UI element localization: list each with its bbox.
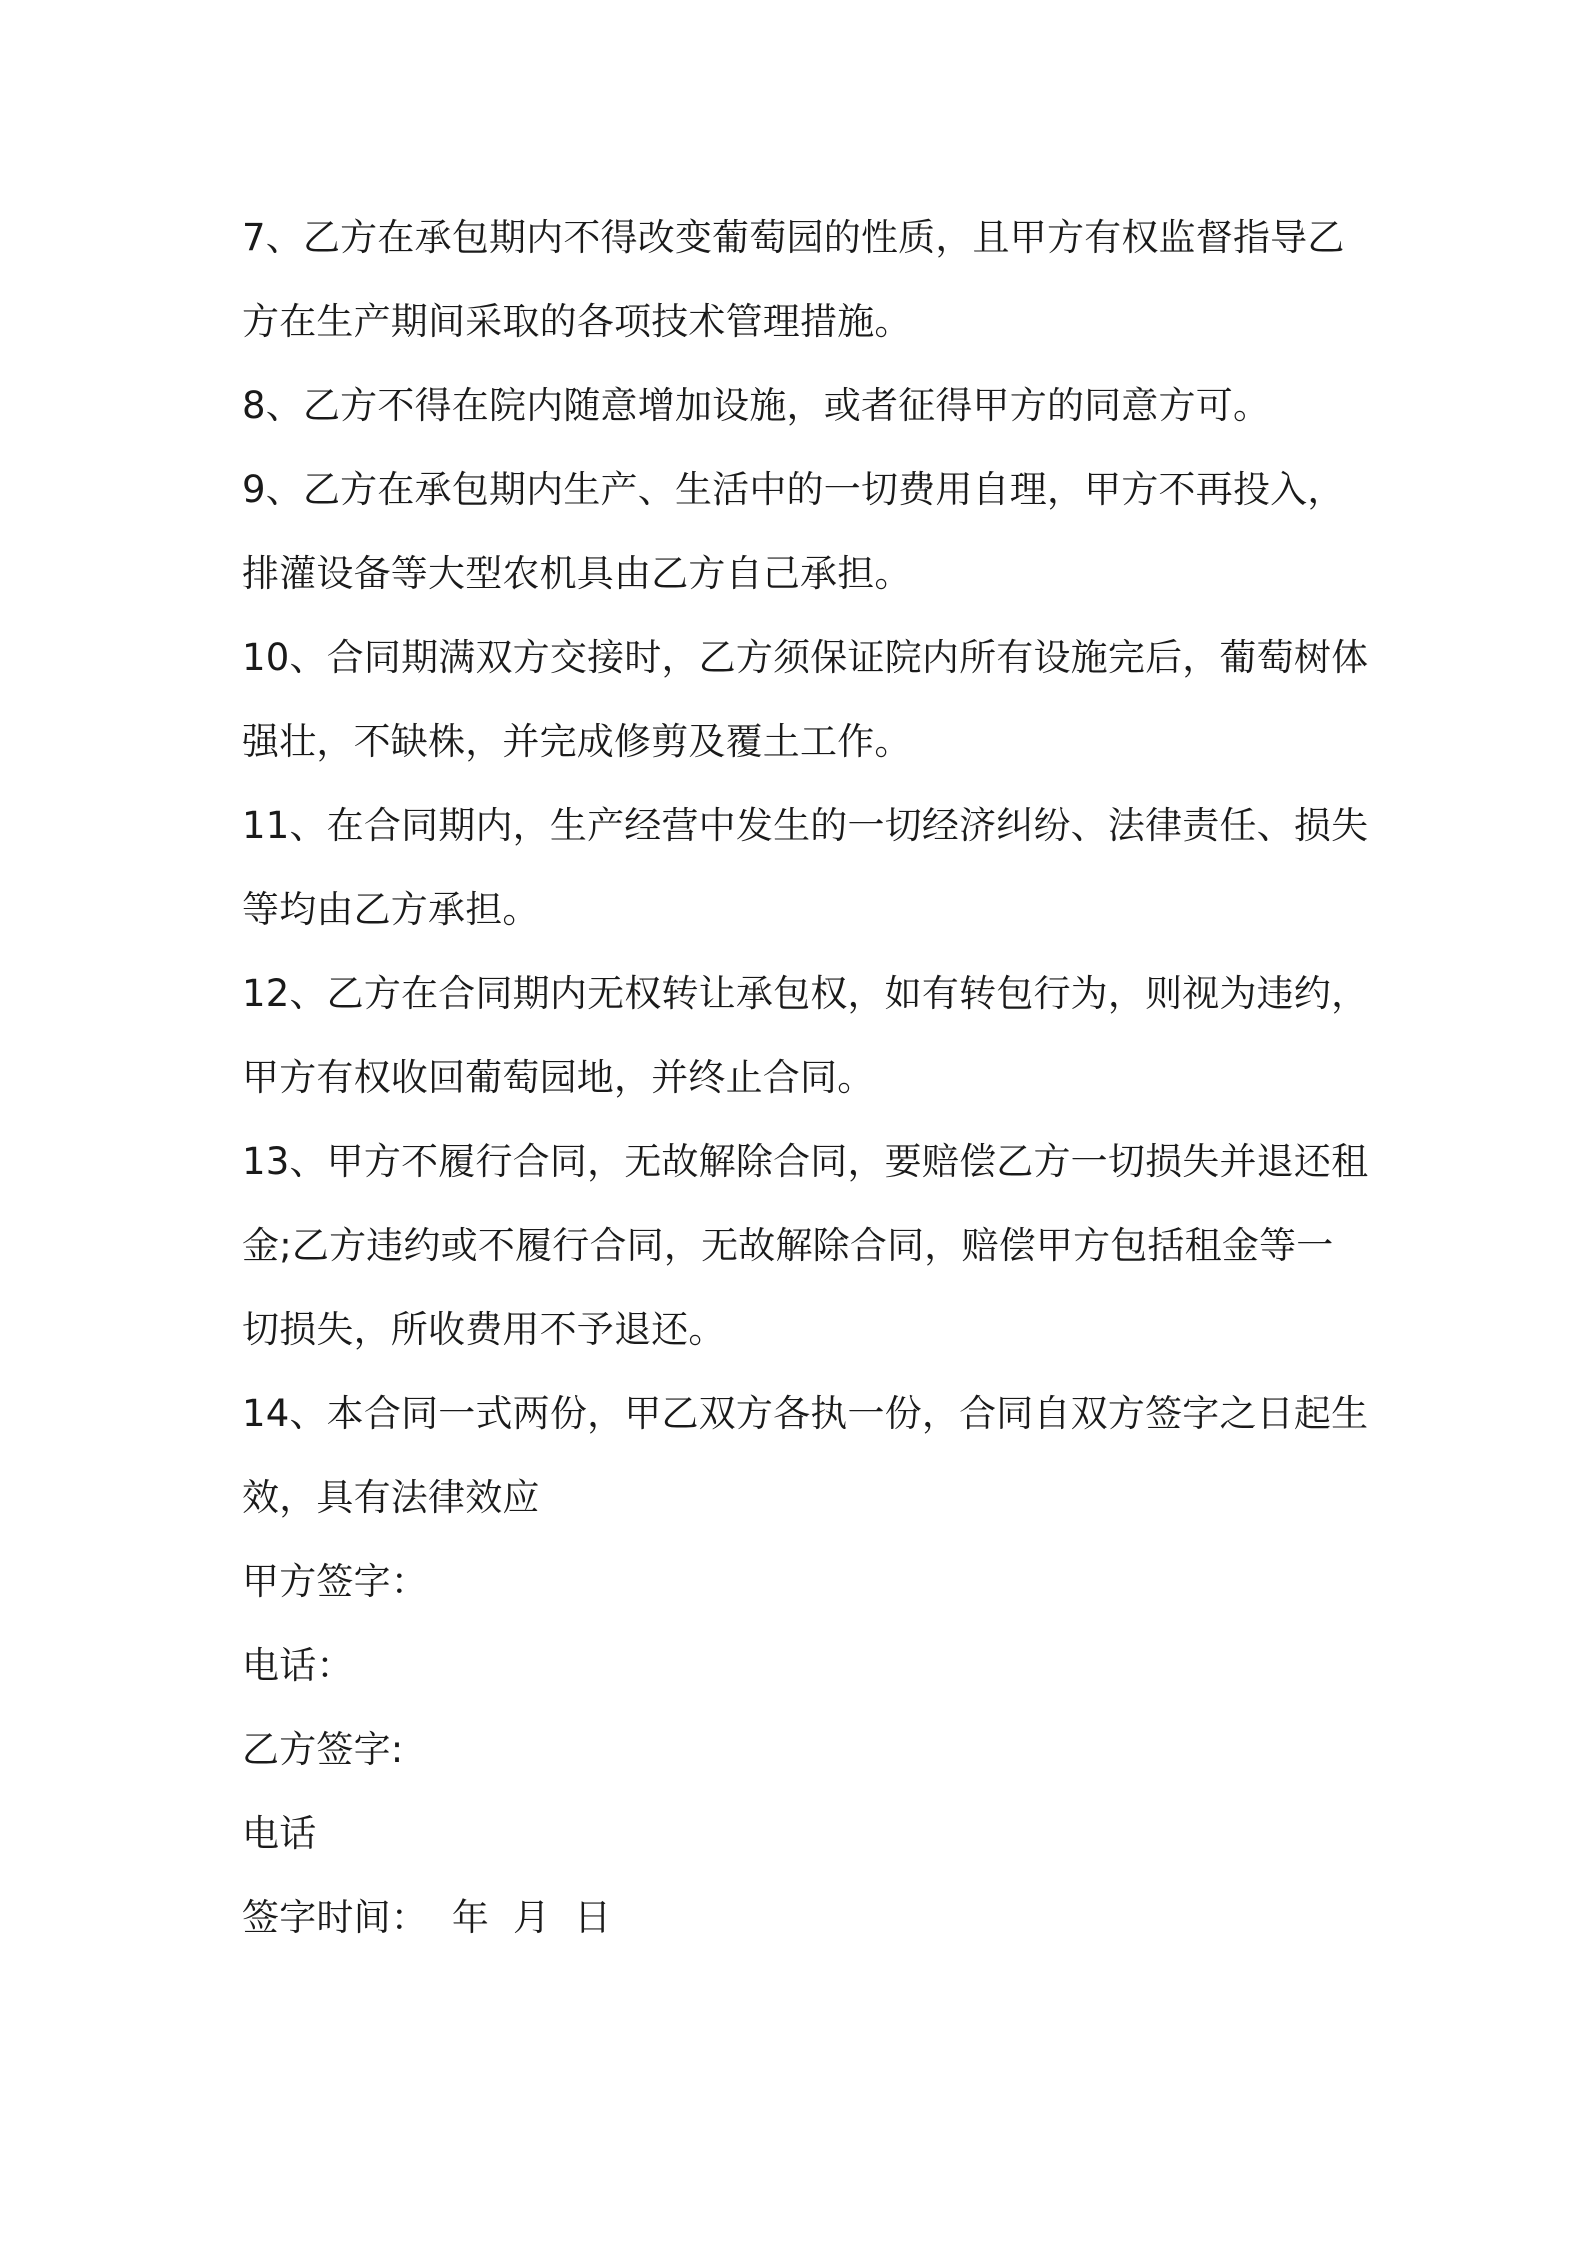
clause-10-line-2: 强壮，不缺株，并完成修剪及覆土工作。 xyxy=(242,720,912,763)
party-b-signature: 乙方签字: xyxy=(242,1728,404,1771)
clause-13-line-1: 13、甲方不履行合同，无故解除合同，要赔偿乙方一切损失并退还租 xyxy=(242,1140,1369,1183)
clause-14-line-2: 效，具有法律效应 xyxy=(242,1476,540,1519)
clause-14-line-1: 14、本合同一式两份，甲乙双方各执一份，合同自双方签字之日起生 xyxy=(242,1392,1369,1435)
signing-date: 签字时间： 年 月 日 xyxy=(242,1896,612,1939)
clause-12-line-1: 12、乙方在合同期内无权转让承包权，如有转包行为，则视为违约， xyxy=(242,972,1369,1015)
contract-text xyxy=(242,196,1369,1960)
party-b-phone: 电话 xyxy=(242,1812,317,1855)
clause-13-line-3: 切损失，所收费用不予退还。 xyxy=(242,1308,726,1351)
clause-13-line-2: 金;乙方违约或不履行合同，无故解除合同，赔偿甲方包括租金等一 xyxy=(242,1224,1334,1267)
clause-8-line-1: 8、乙方不得在院内随意增加设施，或者征得甲方的同意方可。 xyxy=(242,384,1271,427)
clause-7-line-2: 方在生产期间采取的各项技术管理措施。 xyxy=(242,300,912,343)
party-a-signature: 甲方签字： xyxy=(242,1560,428,1603)
clause-9-line-2: 排灌设备等大型农机具由乙方自己承担。 xyxy=(242,552,912,595)
clause-11-line-1: 11、在合同期内，生产经营中发生的一切经济纠纷、法律责任、损失 xyxy=(242,804,1369,847)
clause-9-line-1: 9、乙方在承包期内生产、生活中的一切费用自理，甲方不再投入， xyxy=(242,468,1345,511)
clause-11-line-2: 等均由乙方承担。 xyxy=(242,888,540,931)
clause-7-line-1: 7、乙方在承包期内不得改变葡萄园的性质，且甲方有权监督指导乙 xyxy=(242,216,1345,259)
party-a-phone: 电话： xyxy=(242,1644,354,1687)
clause-12-line-2: 甲方有权收回葡萄园地，并终止合同。 xyxy=(242,1056,875,1099)
clause-10-line-1: 10、合同期满双方交接时，乙方须保证院内所有设施完后，葡萄树体 xyxy=(242,636,1369,679)
